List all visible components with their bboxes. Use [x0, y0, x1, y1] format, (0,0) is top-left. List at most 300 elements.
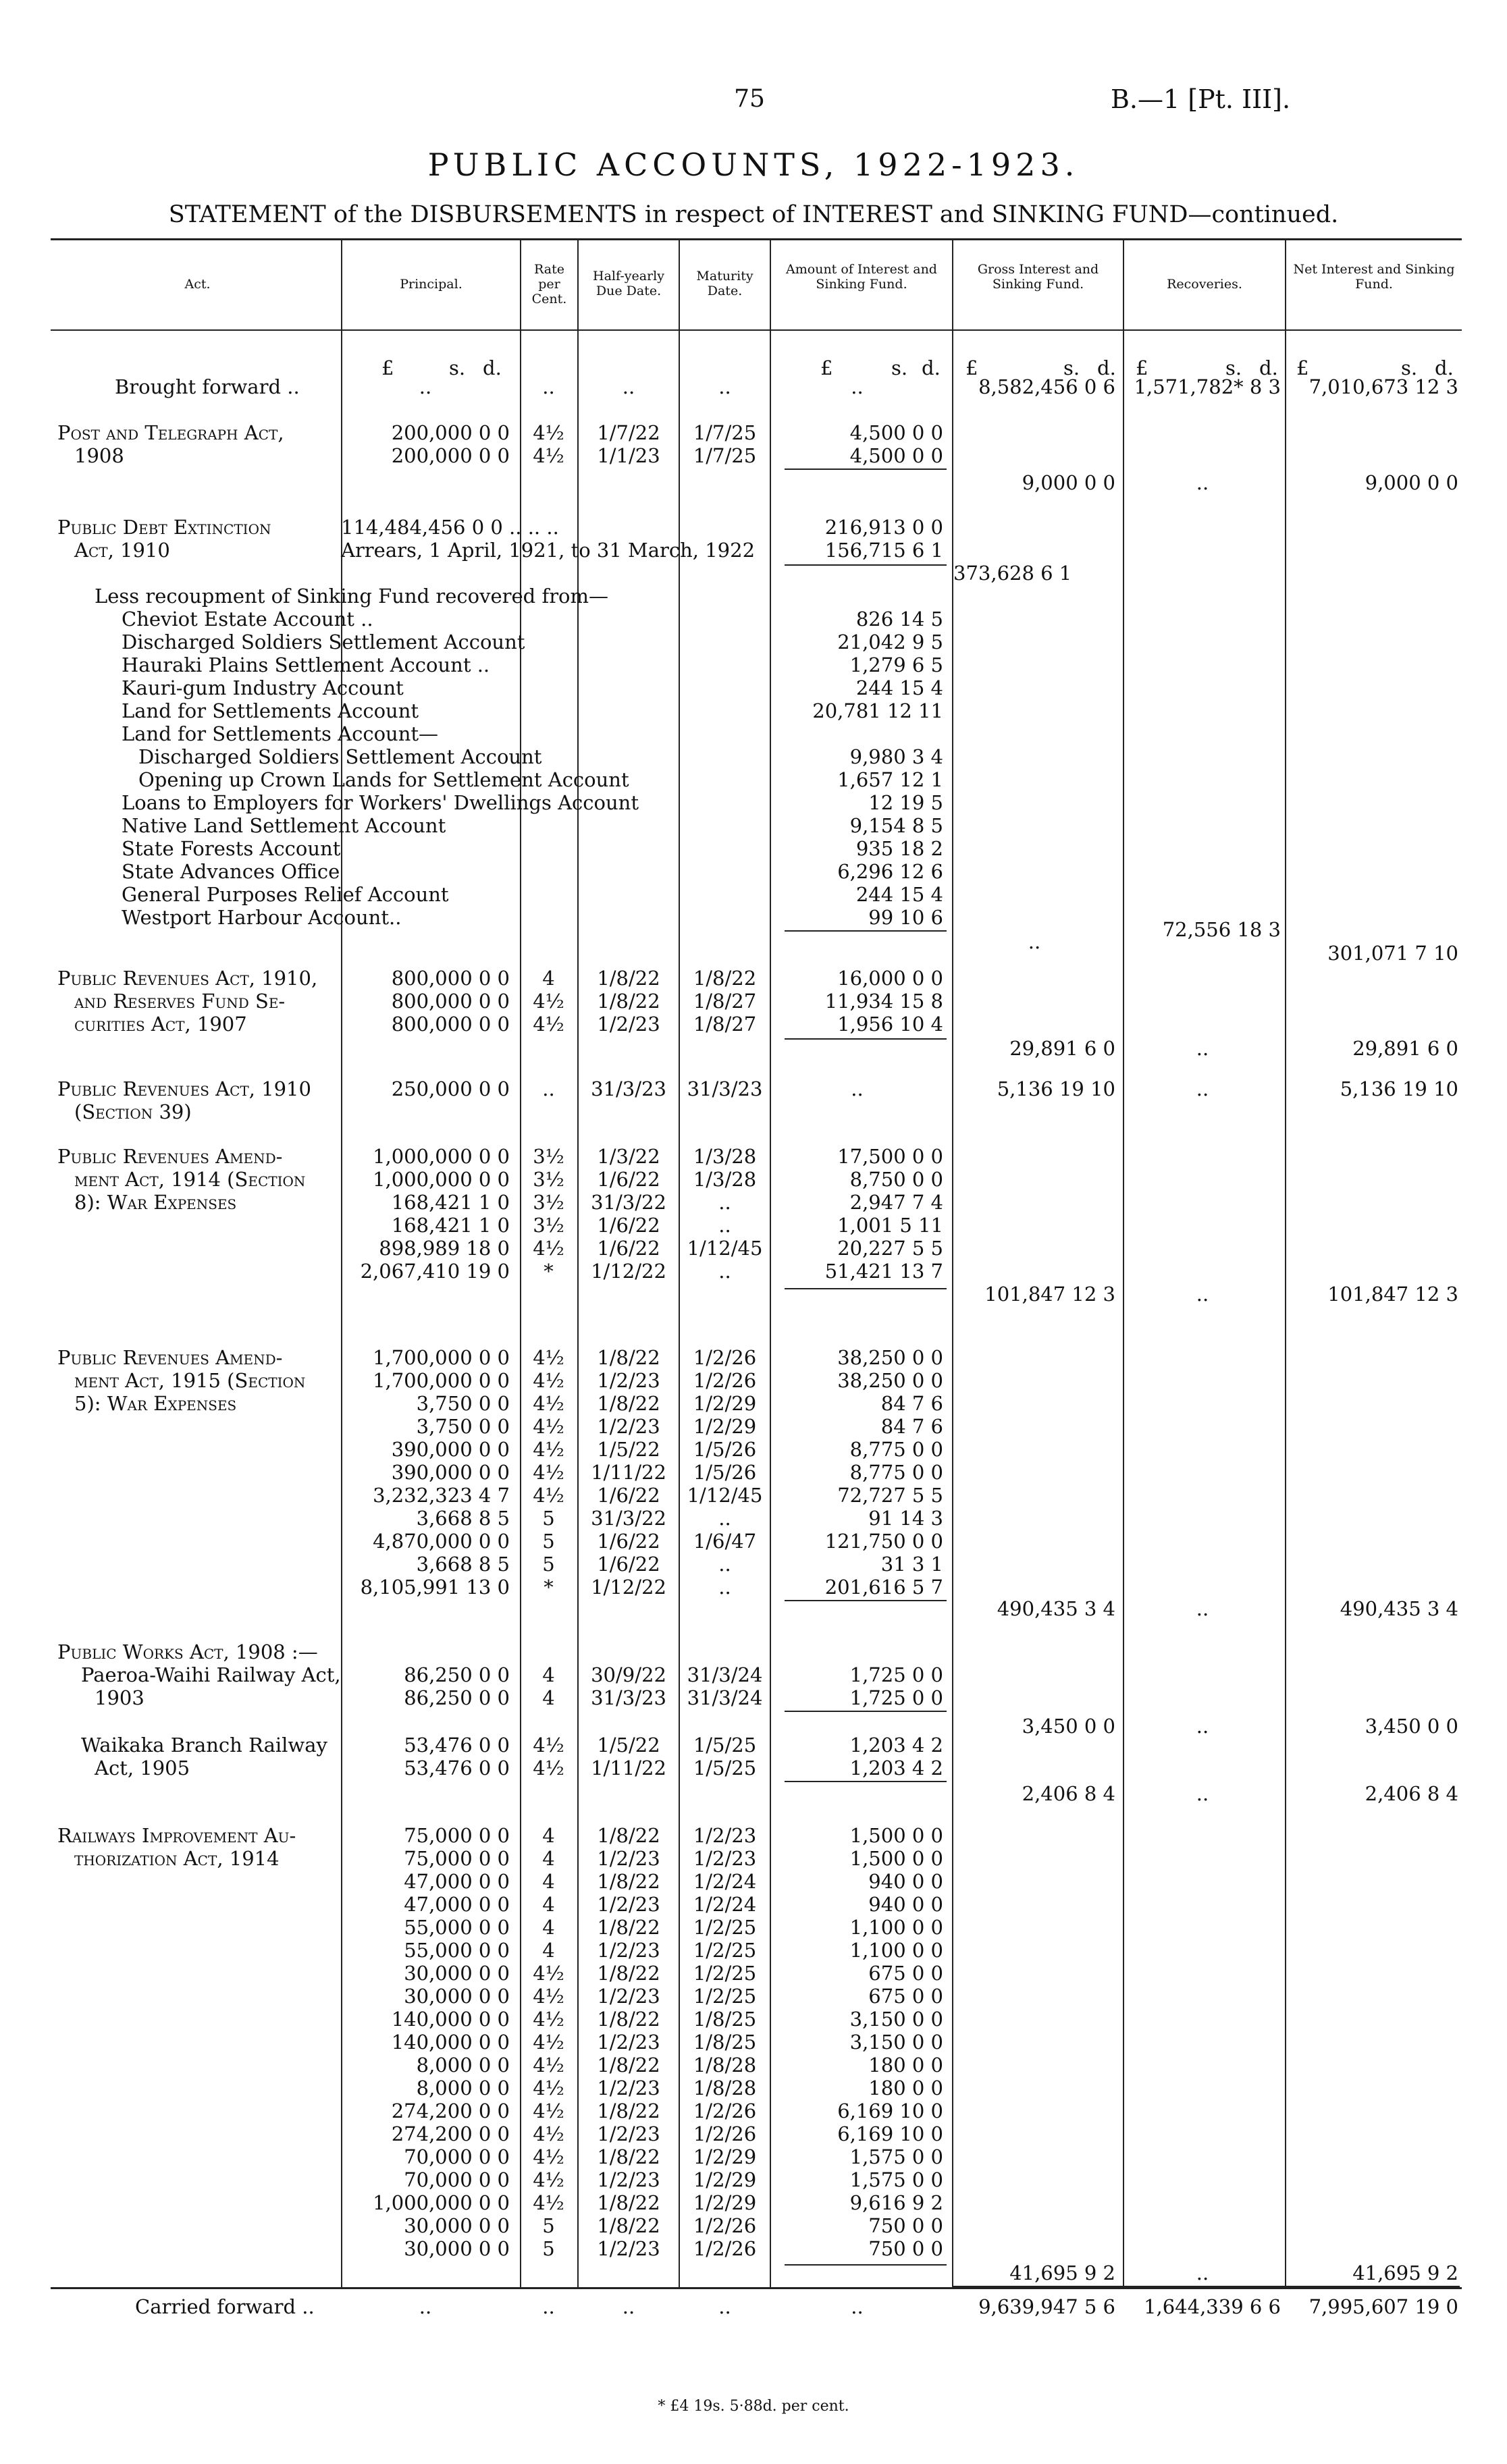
net-total: 490,435 3 4 — [1340, 1597, 1458, 1620]
amount-cell: 9,980 3 4 — [849, 745, 943, 768]
rate-cell: 4½ — [533, 2054, 564, 2077]
rate-cell: 5 — [542, 2237, 555, 2260]
column-header-net: Net Interest and Sinking Fund. — [1293, 262, 1455, 292]
maturity-date-cell: 1/2/29 — [693, 2145, 757, 2168]
due-date-cell: 1/8/22 — [597, 1962, 660, 1985]
net-total: 101,847 12 3 — [1327, 1283, 1458, 1306]
dots: .. — [622, 2295, 635, 2318]
principal-cell: 4,870,000 0 0 — [373, 1530, 510, 1553]
net-total: 2,406 8 4 — [1365, 1782, 1458, 1805]
due-date-cell: 1/8/22 — [597, 1824, 660, 1847]
rate-cell: 4 — [542, 1663, 555, 1686]
due-date-cell: 1/5/22 — [597, 1438, 660, 1461]
dots: .. — [419, 375, 432, 398]
amount-cell: 84 7 6 — [880, 1392, 943, 1415]
recoupment-item: Land for Settlements Account— — [122, 722, 439, 745]
dots: .. — [419, 2295, 432, 2318]
maturity-date-cell: 1/8/25 — [693, 2008, 757, 2031]
act-name: Railways Improvement Au- — [57, 1824, 296, 1847]
currency-label: s. — [449, 356, 466, 379]
amount-cell: 11,934 15 8 — [824, 990, 943, 1013]
act-name: and Reserves Fund Se- — [74, 990, 286, 1013]
recoveries-total: .. — [1196, 1597, 1209, 1620]
amount-cell: 9,154 8 5 — [849, 814, 943, 837]
amount-cell: 9,616 9 2 — [849, 2191, 943, 2214]
due-date-cell: 1/6/22 — [597, 1484, 660, 1507]
amount-cell: 244 15 4 — [855, 676, 943, 699]
act-name: Waikaka Branch Railway — [81, 1734, 327, 1757]
principal-cell: 3,668 8 5 — [416, 1553, 510, 1576]
rate-cell: 4 — [542, 1686, 555, 1709]
rate-cell: 5 — [542, 1507, 555, 1530]
due-date-cell: 31/3/22 — [591, 1507, 666, 1530]
rate-cell: 4½ — [533, 2122, 564, 2145]
currency-label: d. — [1435, 356, 1454, 379]
rate-cell: 3½ — [533, 1214, 564, 1237]
sum-rule — [785, 1600, 947, 1601]
principal-cell: 1,000,000 0 0 — [373, 1145, 510, 1168]
act-name: (Section 39) — [74, 1100, 192, 1123]
maturity-date-cell: 1/5/25 — [693, 1734, 757, 1757]
act-name: Public Revenues Act, 1910 — [57, 1077, 311, 1100]
table-top-rule — [51, 238, 1462, 240]
sum-rule — [785, 564, 947, 566]
principal-cell: 1,700,000 0 0 — [373, 1369, 510, 1392]
amount-cell: 1,001 5 11 — [837, 1214, 943, 1237]
amount-cell: 99 10 6 — [868, 906, 943, 929]
rate-cell: * — [544, 1576, 554, 1599]
column-divider — [1123, 238, 1124, 2287]
page-number: 75 — [734, 85, 765, 113]
maturity-date-cell: .. — [718, 1553, 731, 1576]
act-name: ment Act, 1915 (Section — [74, 1369, 306, 1392]
due-date-cell: 1/8/22 — [597, 2054, 660, 2077]
rate-cell: 4 — [542, 1847, 555, 1870]
maturity-date-cell: 1/2/24 — [693, 1893, 757, 1916]
principal-cell: 30,000 0 0 — [404, 2237, 510, 2260]
maturity-date-cell: 1/2/29 — [693, 1392, 757, 1415]
net-total: 3,450 0 0 — [1365, 1715, 1458, 1738]
amount-cell: 1,100 0 0 — [849, 1916, 943, 1939]
principal-cell: 274,200 0 0 — [391, 2099, 510, 2122]
maturity-date-cell: 1/5/25 — [693, 1757, 757, 1779]
amount-cell: 3,150 0 0 — [849, 2008, 943, 2031]
dots: .. — [718, 375, 731, 398]
column-divider — [952, 238, 953, 2287]
sum-rule — [785, 468, 947, 470]
maturity-date-cell: 1/6/47 — [693, 1530, 757, 1553]
due-date-cell: 1/12/22 — [591, 1576, 666, 1599]
due-date-cell: 1/5/22 — [597, 1734, 660, 1757]
amount-cell: 16,000 0 0 — [837, 967, 943, 990]
sum-rule — [785, 2264, 947, 2266]
due-date-cell: 31/3/23 — [591, 1077, 666, 1100]
amount-cell: 3,150 0 0 — [849, 2031, 943, 2054]
principal-cell: 55,000 0 0 — [404, 1916, 510, 1939]
principal-cell: 1,000,000 0 0 — [373, 2191, 510, 2214]
document-reference: B.—1 [Pt. III]. — [1111, 84, 1291, 114]
amount-cell: 1,500 0 0 — [849, 1847, 943, 1870]
principal-cell: 274,200 0 0 — [391, 2122, 510, 2145]
principal-cell: 140,000 0 0 — [391, 2031, 510, 2054]
currency-label: d. — [1097, 356, 1116, 379]
amount-cell: 20,781 12 11 — [812, 699, 943, 722]
principal-cell: 800,000 0 0 — [391, 1013, 510, 1036]
due-date-cell: 1/11/22 — [591, 1757, 666, 1779]
principal-cell: 30,000 0 0 — [404, 1985, 510, 2008]
principal-cell: 898,989 18 0 — [379, 1237, 510, 1260]
amount-cell: 20,227 5 5 — [837, 1237, 943, 1260]
principal-cell: 8,000 0 0 — [416, 2054, 510, 2077]
maturity-date-cell: 1/2/29 — [693, 2191, 757, 2214]
rate-cell: 4½ — [533, 1438, 564, 1461]
amount-cell: 940 0 0 — [868, 1870, 943, 1893]
act-name: thorization Act, 1914 — [74, 1847, 280, 1870]
rate-cell: 4½ — [533, 444, 564, 467]
due-date-cell: 1/6/22 — [597, 1553, 660, 1576]
arrears-note: Arrears, 1 April, 1921, to 31 March, 1922 — [341, 539, 756, 562]
principal-cell: 47,000 0 0 — [404, 1893, 510, 1916]
due-date-cell: 1/2/23 — [597, 1985, 660, 2008]
act-name: Act, 1910 — [74, 539, 170, 562]
amount-cell: 72,727 5 5 — [837, 1484, 943, 1507]
column-header-act: Act. — [184, 277, 211, 292]
table-bottom-rule — [51, 2287, 1462, 2289]
amount-cell: 826 14 5 — [855, 608, 943, 631]
gross-total: 3,450 0 0 — [1022, 1715, 1115, 1738]
net-total: 41,695 9 2 — [1352, 2261, 1458, 2284]
maturity-date-cell: .. — [718, 1191, 731, 1214]
rate-cell: 5 — [542, 2214, 555, 2237]
rate-cell: 4½ — [533, 1415, 564, 1438]
recoupment-item: Opening up Crown Lands for Settlement Account — [138, 768, 629, 791]
due-date-cell: 1/8/22 — [597, 990, 660, 1013]
amount-cell: 31 3 1 — [880, 1553, 943, 1576]
sum-rule — [785, 1038, 947, 1040]
amount-cell: 156,715 6 1 — [824, 539, 943, 562]
principal-cell: 47,000 0 0 — [404, 1870, 510, 1893]
due-date-cell: 1/3/22 — [597, 1145, 660, 1168]
due-date-cell: 1/2/23 — [597, 1847, 660, 1870]
amount-cell: 91 14 3 — [868, 1507, 943, 1530]
column-header-maturity-date: Maturity Date. — [696, 269, 754, 298]
due-date-cell: 1/8/22 — [597, 2214, 660, 2237]
act-name: Post and Telegraph Act, — [57, 421, 284, 444]
maturity-date-cell: 1/2/23 — [693, 1824, 757, 1847]
maturity-date-cell: .. — [718, 1576, 731, 1599]
principal-cell: 200,000 0 0 — [391, 444, 510, 467]
principal-cell: 140,000 0 0 — [391, 2008, 510, 2031]
principal-cell: 86,250 0 0 — [404, 1686, 510, 1709]
gross-total: .. — [1028, 930, 1041, 953]
due-date-cell: 1/8/22 — [597, 2191, 660, 2214]
amount-cell: 8,750 0 0 — [849, 1168, 943, 1191]
principal-cell: 800,000 0 0 — [391, 967, 510, 990]
currency-label: £ — [381, 356, 394, 379]
rate-cell: 4½ — [533, 2168, 564, 2191]
footnote: * £4 19s. 5·88d. per cent. — [658, 2398, 849, 2415]
maturity-date-cell: 1/5/26 — [693, 1461, 757, 1484]
recoveries-total: 1,644,339 6 6 — [1144, 2295, 1281, 2318]
due-date-cell: 1/11/22 — [591, 1461, 666, 1484]
dots: .. — [851, 375, 864, 398]
sum-rule — [785, 1288, 947, 1289]
amount-cell: 1,575 0 0 — [849, 2168, 943, 2191]
principal-cell: 30,000 0 0 — [404, 1962, 510, 1985]
dots: .. — [622, 375, 635, 398]
recoupment-item: Westport Harbour Account.. — [122, 906, 402, 929]
maturity-date-cell: 1/2/25 — [693, 1939, 757, 1962]
maturity-date-cell: 1/2/25 — [693, 1916, 757, 1939]
principal-cell: 2,067,410 19 0 — [360, 1260, 510, 1283]
rate-cell: 4½ — [533, 1484, 564, 1507]
principal-cell: 8,105,991 13 0 — [360, 1576, 510, 1599]
due-date-cell: 1/8/22 — [597, 2008, 660, 2031]
principal-cell: 250,000 0 0 — [391, 1077, 510, 1100]
rate-cell: 4 — [542, 1939, 555, 1962]
due-date-cell: 1/2/23 — [597, 1369, 660, 1392]
due-date-cell: 1/6/22 — [597, 1214, 660, 1237]
maturity-date-cell: 1/12/45 — [687, 1484, 763, 1507]
recoupment-item: Discharged Soldiers Settlement Account — [122, 631, 525, 653]
maturity-date-cell: 1/7/25 — [693, 421, 757, 444]
amount-cell: 12 19 5 — [868, 791, 943, 814]
due-date-cell: 1/6/22 — [597, 1168, 660, 1191]
maturity-date-cell: 1/12/45 — [687, 1237, 763, 1260]
currency-label: s. — [1401, 356, 1418, 379]
maturity-date-cell: 31/3/24 — [687, 1686, 763, 1709]
gross-total: 9,000 0 0 — [1022, 471, 1115, 494]
maturity-date-cell: 1/2/26 — [693, 1346, 757, 1369]
rate-cell: 3½ — [533, 1145, 564, 1168]
recoveries-total: .. — [1196, 1782, 1209, 1805]
amount-cell: 750 0 0 — [868, 2214, 943, 2237]
column-header-due-date: Half-yearly Due Date. — [593, 269, 664, 298]
amount-cell: 1,725 0 0 — [849, 1686, 943, 1709]
maturity-date-cell: 1/2/26 — [693, 2099, 757, 2122]
amount-cell: 1,956 10 4 — [837, 1013, 943, 1036]
maturity-date-cell: 1/5/26 — [693, 1438, 757, 1461]
rate-cell: 4 — [542, 1824, 555, 1847]
amount-cell: 38,250 0 0 — [837, 1369, 943, 1392]
recoveries-total: .. — [1196, 2261, 1209, 2284]
due-date-cell: 1/1/23 — [597, 444, 660, 467]
act-name: 1903 — [95, 1686, 144, 1709]
rate-cell: 4½ — [533, 2191, 564, 2214]
recoveries-total: 1,571,782* 8 3 — [1134, 375, 1281, 398]
amount-cell: 121,750 0 0 — [824, 1530, 943, 1553]
currency-label: d. — [1259, 356, 1278, 379]
act-name: Paeroa-Waihi Railway Act, — [81, 1663, 341, 1686]
recoveries-total: .. — [1196, 1715, 1209, 1738]
principal-cell: 1,700,000 0 0 — [373, 1346, 510, 1369]
rate-cell: 3½ — [533, 1191, 564, 1214]
act-name: 5): War Expenses — [74, 1392, 237, 1415]
rate-cell: 4 — [542, 1870, 555, 1893]
amount-cell: 84 7 6 — [880, 1415, 943, 1438]
amount-cell: 216,913 0 0 — [824, 516, 943, 539]
due-date-cell: 1/8/22 — [597, 967, 660, 990]
act-name: 1908 — [74, 444, 124, 467]
rate-cell: 4½ — [533, 1369, 564, 1392]
principal-cell: 53,476 0 0 — [404, 1734, 510, 1757]
due-date-cell: 1/2/23 — [597, 2122, 660, 2145]
recoupment-item: Discharged Soldiers Settlement Account — [138, 745, 542, 768]
gross-total: 2,406 8 4 — [1022, 1782, 1115, 1805]
recoveries-total: .. — [1196, 1283, 1209, 1306]
amount-cell: 1,575 0 0 — [849, 2145, 943, 2168]
due-date-cell: 1/2/23 — [597, 2237, 660, 2260]
due-date-cell: 1/7/22 — [597, 421, 660, 444]
rate-cell: 4 — [542, 967, 555, 990]
amount-cell: 201,616 5 7 — [824, 1576, 943, 1599]
principal-cell: 168,421 1 0 — [391, 1191, 510, 1214]
amount-cell: 180 0 0 — [868, 2054, 943, 2077]
principal-cell: 70,000 0 0 — [404, 2145, 510, 2168]
rate-cell: 4½ — [533, 1461, 564, 1484]
rate-cell: 4½ — [533, 1962, 564, 1985]
rate-cell: * — [544, 1260, 554, 1283]
rate-cell: 4½ — [533, 421, 564, 444]
principal-cell: 55,000 0 0 — [404, 1939, 510, 1962]
amount-cell: 1,657 12 1 — [837, 768, 943, 791]
currency-label: £ — [966, 356, 978, 379]
amount-cell: 750 0 0 — [868, 2237, 943, 2260]
gross-total: 490,435 3 4 — [997, 1597, 1115, 1620]
amount-cell: 935 18 2 — [855, 837, 943, 860]
column-header-principal: Principal. — [400, 277, 462, 292]
currency-label: d. — [483, 356, 502, 379]
recoupment-item: Native Land Settlement Account — [122, 814, 446, 837]
recoveries-total: .. — [1196, 1037, 1209, 1060]
maturity-date-cell: 1/3/28 — [693, 1168, 757, 1191]
due-date-cell: 1/8/22 — [597, 2099, 660, 2122]
maturity-date-cell: 1/8/28 — [693, 2054, 757, 2077]
sum-rule — [785, 1781, 947, 1782]
principal-cell: 200,000 0 0 — [391, 421, 510, 444]
rate-cell: 4½ — [533, 1346, 564, 1369]
total-rule — [952, 2286, 1460, 2287]
rate-cell: 3½ — [533, 1168, 564, 1191]
principal-cell: 800,000 0 0 — [391, 990, 510, 1013]
due-date-cell: 1/6/22 — [597, 1237, 660, 1260]
maturity-date-cell: 1/2/25 — [693, 1962, 757, 1985]
recoveries-total: 72,556 18 3 — [1162, 918, 1281, 941]
column-header-gross: Gross Interest and Sinking Fund. — [977, 262, 1099, 292]
sum-rule — [785, 930, 947, 932]
dots: .. — [718, 2295, 731, 2318]
net-total: 29,891 6 0 — [1352, 1037, 1458, 1060]
due-date-cell: 1/2/23 — [597, 2077, 660, 2099]
maturity-date-cell: 1/2/25 — [693, 1985, 757, 2008]
gross-total: 9,639,947 5 6 — [978, 2295, 1115, 2318]
gross-total: 373,628 6 1 — [953, 562, 1072, 585]
principal-cell: 75,000 0 0 — [404, 1824, 510, 1847]
principal-cell: 390,000 0 0 — [391, 1461, 510, 1484]
amount-cell: 1,279 6 5 — [849, 653, 943, 676]
recoupment-item: Loans to Employers for Workers' Dwellings Account — [122, 791, 639, 814]
rate-cell: 4½ — [533, 2008, 564, 2031]
amount-cell: 17,500 0 0 — [837, 1145, 943, 1168]
amount-cell: 21,042 9 5 — [837, 631, 943, 653]
amount-cell: 1,203 4 2 — [849, 1757, 943, 1779]
recoveries-total: .. — [1196, 471, 1209, 494]
rate-cell: .. — [542, 1077, 555, 1100]
maturity-date-cell: 1/2/29 — [693, 1415, 757, 1438]
dots: .. — [542, 2295, 555, 2318]
due-date-cell: 1/2/23 — [597, 1893, 660, 1916]
maturity-date-cell: 1/2/26 — [693, 2214, 757, 2237]
column-divider — [1285, 238, 1286, 2287]
net-total: 301,071 7 10 — [1327, 942, 1458, 965]
amount-cell: 51,421 13 7 — [824, 1260, 943, 1283]
act-name: ment Act, 1914 (Section — [74, 1168, 306, 1191]
rate-cell: 4½ — [533, 1237, 564, 1260]
recoupment-item: General Purposes Relief Account — [122, 883, 449, 906]
currency-label: s. — [1063, 356, 1080, 379]
due-date-cell: 1/8/22 — [597, 1916, 660, 1939]
header-bottom-rule — [51, 329, 1462, 331]
due-date-cell: 31/3/22 — [591, 1191, 666, 1214]
maturity-date-cell: .. — [718, 1507, 731, 1530]
amount-cell: 6,169 10 0 — [837, 2122, 943, 2145]
rate-cell: 4½ — [533, 2077, 564, 2099]
amount-cell: 180 0 0 — [868, 2077, 943, 2099]
net-total: 7,995,607 19 0 — [1308, 2295, 1458, 2318]
net-total: 5,136 19 10 — [1340, 1077, 1458, 1100]
amount-cell: 8,775 0 0 — [849, 1438, 943, 1461]
currency-label: s. — [891, 356, 908, 379]
principal-cell: 53,476 0 0 — [404, 1757, 510, 1779]
act-name: Public Debt Extinction — [57, 516, 271, 539]
amount-cell: 244 15 4 — [855, 883, 943, 906]
maturity-date-cell: 1/2/26 — [693, 2122, 757, 2145]
maturity-date-cell: 1/2/24 — [693, 1870, 757, 1893]
amount-cell: 2,947 7 4 — [849, 1191, 943, 1214]
recoupment-item: State Advances Office — [122, 860, 340, 883]
due-date-cell: 1/2/23 — [597, 1013, 660, 1036]
principal-cell: 3,668 8 5 — [416, 1507, 510, 1530]
recoupment-item: Hauraki Plains Settlement Account .. — [122, 653, 490, 676]
maturity-date-cell: 1/2/29 — [693, 2168, 757, 2191]
amount-cell: 1,500 0 0 — [849, 1824, 943, 1847]
recoupment-item: State Forests Account — [122, 837, 341, 860]
principal-cell: 3,750 0 0 — [416, 1392, 510, 1415]
due-date-cell: 1/2/23 — [597, 1415, 660, 1438]
principal-cell: 390,000 0 0 — [391, 1438, 510, 1461]
principal-cell: 1,000,000 0 0 — [373, 1168, 510, 1191]
act-name: Public Revenues Amend- — [57, 1145, 283, 1168]
amount-cell: 1,100 0 0 — [849, 1939, 943, 1962]
page-title: PUBLIC ACCOUNTS, 1922-1923. — [427, 146, 1080, 183]
rate-cell: 4½ — [533, 1392, 564, 1415]
maturity-date-cell: 1/2/26 — [693, 2237, 757, 2260]
principal-cell: 86,250 0 0 — [404, 1663, 510, 1686]
dots: .. — [851, 2295, 864, 2318]
maturity-date-cell: 1/8/27 — [693, 1013, 757, 1036]
maturity-date-cell: .. — [718, 1214, 731, 1237]
act-name: Public Works Act, 1908 :— — [57, 1640, 318, 1663]
maturity-date-cell: 1/3/28 — [693, 1145, 757, 1168]
principal-cell: 30,000 0 0 — [404, 2214, 510, 2237]
rate-cell: 5 — [542, 1530, 555, 1553]
recoupment-item: Cheviot Estate Account .. — [122, 608, 373, 631]
rate-cell: 4½ — [533, 2145, 564, 2168]
rate-cell: 4½ — [533, 2099, 564, 2122]
act-name: Act, 1905 — [95, 1757, 190, 1779]
currency-label: £ — [820, 356, 833, 379]
principal-cell: 70,000 0 0 — [404, 2168, 510, 2191]
